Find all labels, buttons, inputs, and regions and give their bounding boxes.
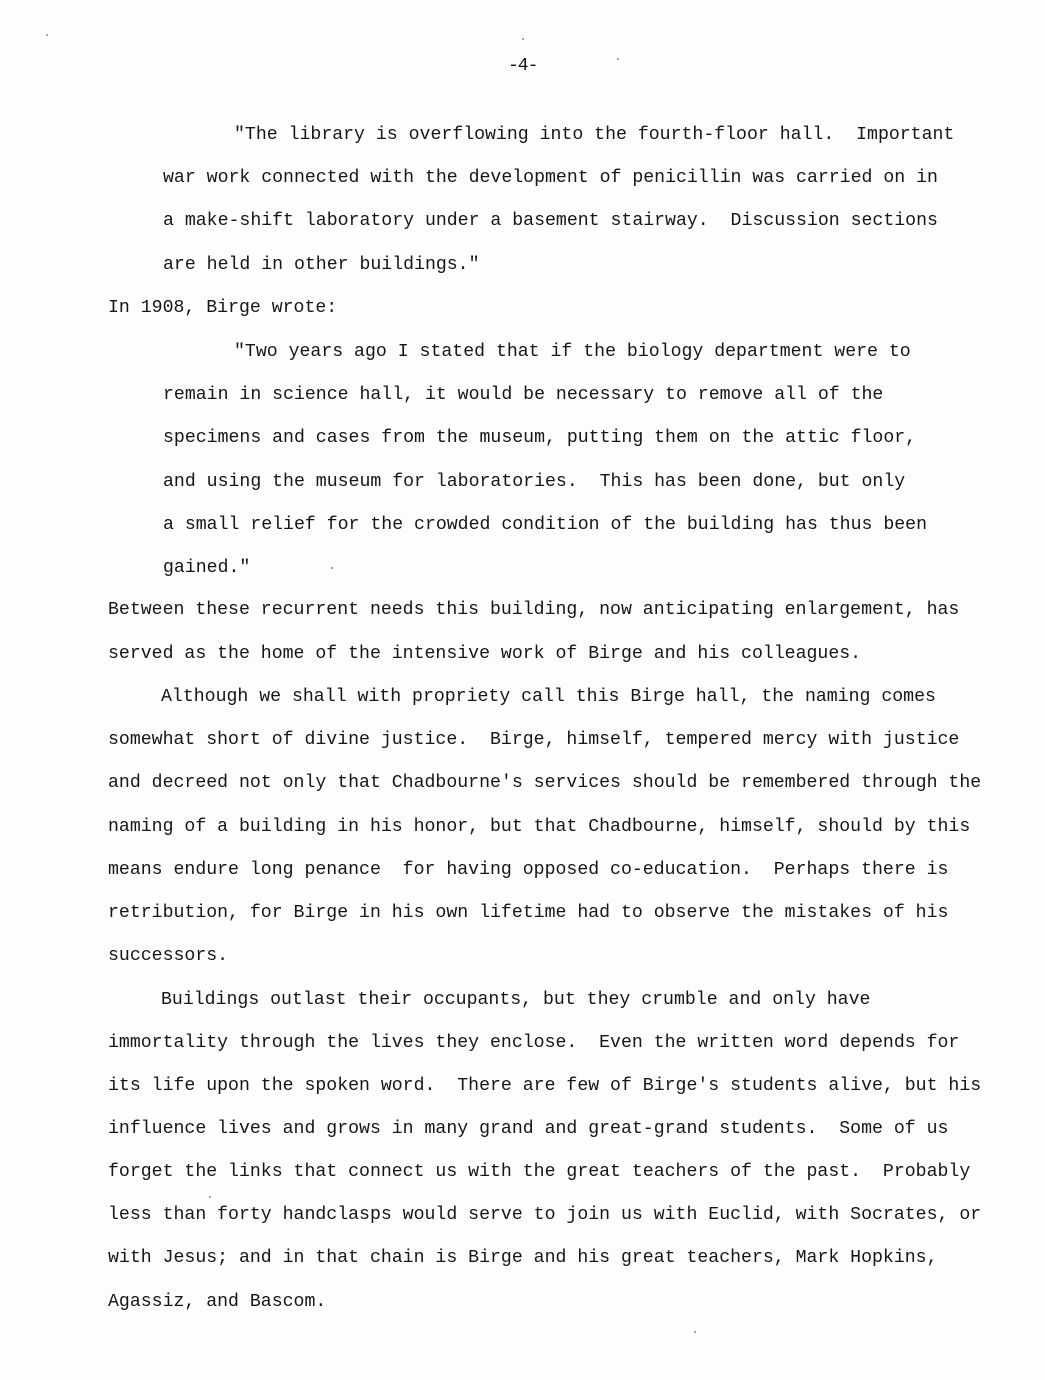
para2-line-7: successors. bbox=[108, 946, 229, 966]
paper-speck bbox=[331, 567, 333, 569]
intro-1908: In 1908, Birge wrote: bbox=[108, 298, 338, 318]
quote2-line-2: remain in science hall, it would be necessary to remove all of the bbox=[163, 385, 884, 405]
quote2-line-3: specimens and cases from the museum, putting them on the attic floor, bbox=[163, 428, 917, 448]
quote2-line-6: gained." bbox=[163, 558, 251, 578]
para2-line-1: Although we shall with propriety call this Birge hall, the naming comes bbox=[161, 687, 936, 707]
paper-speck bbox=[522, 38, 524, 40]
page-number: -4- bbox=[508, 56, 538, 76]
quote2-line-4: and using the museum for laboratories. This has been done, but only bbox=[163, 472, 906, 492]
quote2-line-1: "Two years ago I stated that if the biology department were to bbox=[234, 342, 911, 362]
paper-speck bbox=[209, 1196, 211, 1198]
para3-line-4: influence lives and grows in many grand and great-grand students. Some of us bbox=[108, 1119, 949, 1139]
para3-line-2: immortality through the lives they enclose. Even the written word depends for bbox=[108, 1033, 960, 1053]
para1-line-1: Between these recurrent needs this building, now anticipating enlargement, has bbox=[108, 600, 960, 620]
quote2-line-5: a small relief for the crowded condition of the building has thus been bbox=[163, 515, 927, 535]
para2-line-6: retribution, for Birge in his own lifetime had to observe the mistakes of his bbox=[108, 903, 949, 923]
para3-line-8: Agassiz, and Bascom. bbox=[108, 1292, 327, 1312]
quote1-line-1: "The library is overflowing into the fourth-floor hall. Important bbox=[234, 125, 955, 145]
para2-line-3: and decreed not only that Chadbourne's services should be remembered through the bbox=[108, 773, 982, 793]
para3-line-6: less than forty handclasps would serve to join us with Euclid, with Socrates, or bbox=[108, 1205, 982, 1225]
para3-line-7: with Jesus; and in that chain is Birge and his great teachers, Mark Hopkins, bbox=[108, 1248, 938, 1268]
para3-line-1: Buildings outlast their occupants, but they crumble and only have bbox=[161, 990, 871, 1010]
para2-line-4: naming of a building in his honor, but that Chadbourne, himself, should by this bbox=[108, 817, 971, 837]
paper-speck bbox=[46, 34, 48, 36]
paper-speck bbox=[617, 58, 619, 60]
para3-line-3: its life upon the spoken word. There are few of Birge's students alive, but his bbox=[108, 1076, 982, 1096]
para1-line-2: served as the home of the intensive work of Birge and his colleagues. bbox=[108, 644, 862, 664]
quote1-line-4: are held in other buildings." bbox=[163, 255, 480, 275]
para2-line-5: means endure long penance for having opposed co-education. Perhaps there is bbox=[108, 860, 949, 880]
quote1-line-3: a make-shift laboratory under a basement stairway. Discussion sections bbox=[163, 211, 938, 231]
para2-line-2: somewhat short of divine justice. Birge, himself, tempered mercy with justice bbox=[108, 730, 960, 750]
paper-speck bbox=[694, 1331, 696, 1333]
para3-line-5: forget the links that connect us with the great teachers of the past. Probably bbox=[108, 1162, 971, 1182]
quote1-line-2: war work connected with the development of penicillin was carried on in bbox=[163, 168, 938, 188]
